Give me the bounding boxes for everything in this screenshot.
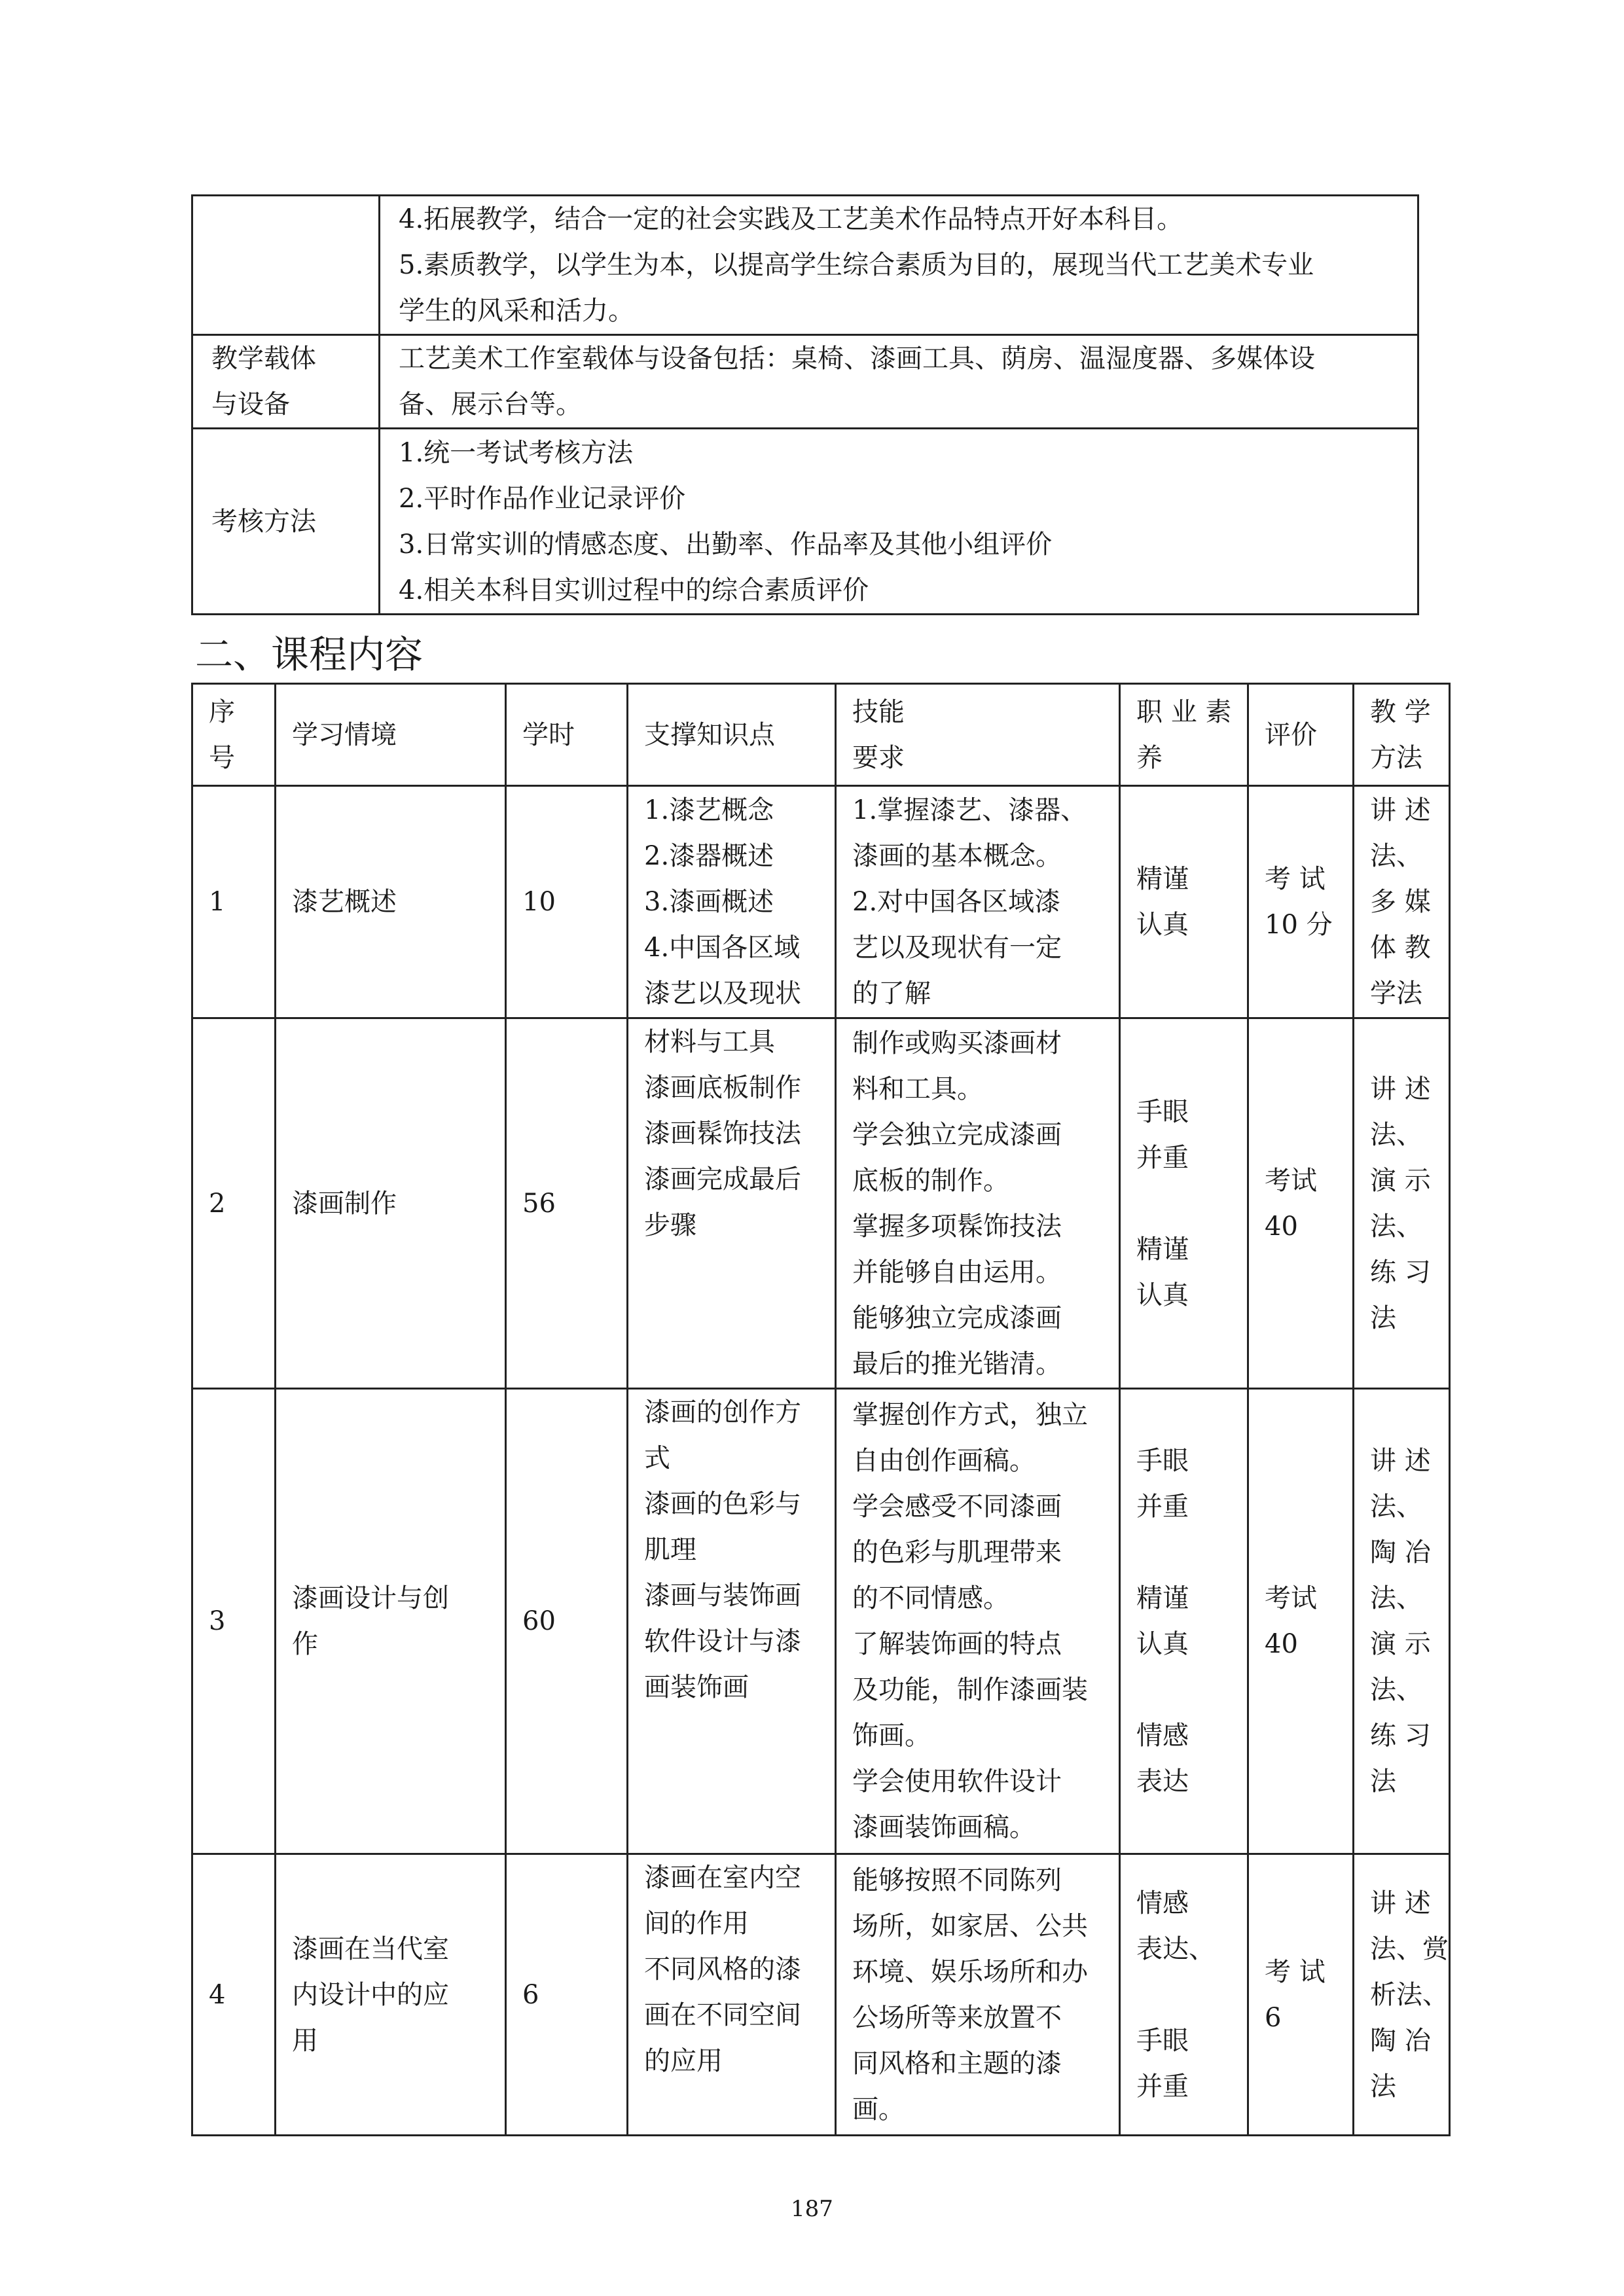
header-evaluation: 评价 (1248, 684, 1354, 786)
text-line: 漆画装饰画稿。 (852, 1812, 1036, 1842)
text-line: 漆画完成最后 (644, 1164, 801, 1194)
cell-seq: 4 (192, 1854, 276, 2136)
cell-skills (836, 1854, 1120, 2136)
text-line: 及功能，制作漆画装 (852, 1675, 1088, 1705)
row-label-teaching-equipment (192, 335, 380, 429)
text-line: 情感 (1136, 1721, 1189, 1751)
cell-seq: 2 (192, 1018, 276, 1389)
cell-literacy (1120, 1854, 1248, 2136)
text-line: 讲 述 (1370, 795, 1431, 825)
text-line: 多 媒 (1370, 887, 1431, 917)
text-line: 方法 (1370, 742, 1422, 773)
cell-evaluation (1248, 786, 1354, 1018)
text-line: 与设备 (211, 389, 290, 420)
text-line: 手眼 (1136, 1096, 1189, 1127)
text-line: 陶 冶 (1370, 1537, 1431, 1568)
text-line: 了解装饰画的特点 (852, 1629, 1062, 1659)
teaching-equipment-cell (380, 335, 1418, 429)
text-line: 画在不同空间 (644, 2000, 801, 2030)
text-line: 掌握多项髹饰技法 (852, 1211, 1062, 1242)
text-line: 40 (1265, 1629, 1298, 1659)
text-line: 认真 (1136, 1629, 1189, 1659)
table-row (192, 1389, 1450, 1854)
text-line: 最后的推光锴清。 (852, 1348, 1062, 1379)
text-line: 2.漆器概述 (644, 841, 774, 871)
text-line: 画装饰画 (644, 1672, 749, 1702)
text-line: 能够独立完成漆画 (852, 1302, 1062, 1333)
text-line: 备、展示台等。 (399, 389, 582, 420)
cell-situation: 漆画制作 (276, 1018, 506, 1389)
text-line: 演 示 (1370, 1165, 1431, 1196)
text-line: 能够按照不同陈列 (852, 1865, 1062, 1895)
text-line: 讲 述 (1370, 1446, 1431, 1476)
text-line: 析法、 (1370, 1979, 1449, 2010)
text-line: 软件设计与漆 (644, 1626, 801, 1657)
cell-hours: 6 (506, 1854, 628, 2136)
cell-literacy (1120, 1018, 1248, 1389)
cell-method (1354, 1389, 1450, 1854)
table-row (192, 786, 1450, 1018)
text-line: 学会感受不同漆画 (852, 1492, 1062, 1522)
cell-knowledge (628, 1389, 836, 1854)
cell-method (1354, 786, 1450, 1018)
text-line: 1.统一考试考核方法 (399, 437, 634, 468)
text-line: 漆画的色彩与 (644, 1489, 801, 1519)
cell-method (1354, 1854, 1450, 2136)
text-line: 内设计中的应 (292, 1979, 449, 2010)
text-line: 底板的制作。 (852, 1165, 1009, 1196)
text-line: 工艺美术工作室载体与设备包括：桌椅、漆画工具、荫房、温湿度器、多媒体设 (399, 344, 1315, 374)
text-line: 并重 (1136, 2071, 1189, 2102)
text-line: 教 学 (1370, 696, 1431, 727)
text-line: 10 分 (1265, 910, 1333, 940)
text-line: 1.漆艺概念 (644, 795, 774, 825)
text-line: 认真 (1136, 910, 1189, 940)
assessment-methods-cell (380, 429, 1418, 615)
text-line: 法、赏 (1370, 1933, 1449, 1964)
text-line: 制作或购买漆画材 (852, 1028, 1062, 1058)
text-line: 手眼 (1136, 1446, 1189, 1476)
text-line: 的了解 (852, 978, 931, 1009)
text-line: 认真 (1136, 1280, 1189, 1310)
section-heading: 二、课程内容 (195, 632, 424, 677)
text-line: 公场所等来放置不 (852, 2002, 1062, 2033)
text-line: 序 (209, 696, 235, 727)
text-line: 考试 (1265, 1165, 1317, 1196)
text-line: 练 习 (1370, 1257, 1431, 1287)
text-line: 考核方法 (211, 506, 316, 537)
header-knowledge: 支撑知识点 (628, 684, 836, 786)
cell-literacy (1120, 786, 1248, 1018)
cell-literacy (1120, 1389, 1248, 1854)
text-line: 学法 (1370, 978, 1422, 1009)
text-line: 法、 (1370, 1492, 1422, 1522)
table-header-row (192, 684, 1450, 786)
text-line: 漆画在室内空 (644, 1863, 801, 1893)
text-line: 步骤 (644, 1210, 696, 1240)
cell-evaluation (1248, 1854, 1354, 2136)
cell-situation (276, 1389, 506, 1854)
text-line: 肌理 (644, 1535, 696, 1565)
text-line: 并重 (1136, 1492, 1189, 1522)
text-line: 3.日常实训的情感态度、出勤率、作品率及其他小组评价 (399, 529, 1053, 560)
cell-knowledge (628, 1018, 836, 1389)
text-line: 讲 述 (1370, 1888, 1431, 1918)
cell-seq: 1 (192, 786, 276, 1018)
text-line: 的不同情感。 (852, 1583, 1009, 1613)
text-line: 40 (1265, 1211, 1298, 1242)
text-line: 料和工具。 (852, 1073, 983, 1104)
text-line: 艺以及现状有一定 (852, 933, 1062, 963)
cell-method (1354, 1018, 1450, 1389)
text-line: 手眼 (1136, 2025, 1189, 2056)
text-line: 法、 (1370, 1119, 1422, 1150)
text-line: 不同风格的漆 (644, 1954, 801, 1984)
text-line (1136, 1667, 1238, 1713)
text-line: 2.平时作品作业记录评价 (399, 483, 686, 514)
table-row (192, 1854, 1450, 2136)
text-line: 法、 (1370, 1675, 1422, 1705)
text-line: 漆画的基本概念。 (852, 841, 1062, 871)
table-row (192, 196, 1418, 335)
text-line: 2.对中国各区域漆 (852, 887, 1061, 917)
text-line: 养 (1136, 742, 1163, 773)
text-line: 职 业 素 (1136, 696, 1232, 727)
cell-skills (836, 786, 1120, 1018)
header-skills (836, 684, 1120, 786)
text-line: 精谨 (1136, 1234, 1189, 1265)
row-label-assessment (192, 429, 380, 615)
text-line: 掌握创作方式，独立 (852, 1400, 1088, 1430)
text-line: 漆画在当代室 (292, 1933, 449, 1964)
text-line: 漆画的创作方 (644, 1397, 801, 1427)
text-line: 情感 (1136, 1888, 1189, 1918)
text-line: 漆艺以及现状 (644, 978, 801, 1009)
text-line: 表达 (1136, 1767, 1189, 1797)
text-line: 精谨 (1136, 864, 1189, 894)
text-line: 法、 (1370, 1211, 1422, 1242)
text-line: 练 习 (1370, 1721, 1431, 1751)
text-line: 漆画与装饰画 (644, 1581, 801, 1611)
text-line: 4.相关本科目实训过程中的综合素质评价 (399, 575, 869, 605)
text-line: 演 示 (1370, 1629, 1431, 1659)
text-line (1136, 1530, 1238, 1575)
text-line: 场所，如家居、公共 (852, 1910, 1088, 1941)
text-line: 法、 (1370, 1583, 1422, 1613)
page-number: 187 (791, 2196, 833, 2222)
cell-skills (836, 1018, 1120, 1389)
text-line: 环境、娱乐场所和办 (852, 1956, 1088, 1987)
row-label-empty (192, 196, 380, 335)
cell-seq: 3 (192, 1389, 276, 1854)
text-line: 陶 冶 (1370, 2025, 1431, 2056)
text-line: 的应用 (644, 2046, 723, 2076)
text-line: 式 (644, 1443, 670, 1473)
text-line: 的色彩与肌理带来 (852, 1537, 1062, 1568)
text-line: 要求 (852, 742, 905, 773)
text-line (1136, 1181, 1238, 1227)
text-line: 同风格和主题的漆 (852, 2048, 1062, 2079)
text-line: 自由创作画稿。 (852, 1446, 1036, 1476)
table-row (192, 429, 1418, 615)
text-line (1136, 1972, 1238, 2018)
header-literacy (1120, 684, 1248, 786)
cell-knowledge (628, 1854, 836, 2136)
cell-knowledge (628, 786, 836, 1018)
text-line: 作 (292, 1629, 318, 1659)
course-content-table (191, 683, 1451, 2136)
teaching-info-table (191, 194, 1419, 615)
table-row (192, 1018, 1450, 1389)
text-line: 间的作用 (644, 1909, 749, 1939)
text-line: 漆画设计与创 (292, 1583, 449, 1613)
text-line: 饰画。 (852, 1721, 931, 1751)
text-line: 用 (292, 2025, 318, 2056)
cell-situation: 漆艺概述 (276, 786, 506, 1018)
cell-evaluation (1248, 1389, 1354, 1854)
cell-situation (276, 1854, 506, 2136)
teaching-methods-cell (380, 196, 1418, 335)
text-line: 学会独立完成漆画 (852, 1119, 1062, 1150)
cell-hours: 60 (506, 1389, 628, 1854)
text-line: 漆画底板制作 (644, 1073, 801, 1103)
text-line: 画。 (852, 2094, 905, 2125)
text-line: 并能够自由运用。 (852, 1257, 1062, 1287)
text-line: 考 试 (1265, 864, 1326, 894)
text-line: 技能 (852, 696, 905, 727)
text-line: 法 (1370, 1302, 1396, 1333)
text-line: 4.拓展教学，结合一定的社会实践及工艺美术作品特点开好本科目。 (399, 204, 1183, 234)
text-line: 考 试 (1265, 1956, 1326, 1987)
header-seq (192, 684, 276, 786)
header-situation: 学习情境 (276, 684, 506, 786)
text-line: 并重 (1136, 1142, 1189, 1173)
text-line: 法、 (1370, 841, 1422, 871)
text-line: 3.漆画概述 (644, 887, 774, 917)
text-line: 体 教 (1370, 933, 1431, 963)
text-line: 学会使用软件设计 (852, 1767, 1062, 1797)
text-line: 6 (1265, 2002, 1282, 2033)
text-line: 讲 述 (1370, 1073, 1431, 1104)
text-line: 号 (209, 742, 235, 773)
cell-hours: 56 (506, 1018, 628, 1389)
text-line: 漆画髹饰技法 (644, 1119, 801, 1149)
header-method (1354, 684, 1450, 786)
text-line: 法 (1370, 2071, 1396, 2102)
header-hours: 学时 (506, 684, 628, 786)
table-row (192, 335, 1418, 429)
text-line: 材料与工具 (644, 1027, 775, 1057)
cell-hours: 10 (506, 786, 628, 1018)
text-line: 精谨 (1136, 1583, 1189, 1613)
text-line: 考试 (1265, 1583, 1317, 1613)
text-line: 4.中国各区域 (644, 933, 801, 963)
text-line: 表达、 (1136, 1933, 1215, 1964)
cell-skills (836, 1389, 1120, 1854)
text-line: 1.掌握漆艺、漆器、 (852, 795, 1087, 825)
text-line: 5.素质教学，以学生为本，以提高学生综合素质为目的，展现当代工艺美术专业 (399, 250, 1314, 280)
cell-evaluation (1248, 1018, 1354, 1389)
text-line: 法 (1370, 1767, 1396, 1797)
text-line: 学生的风采和活力。 (399, 296, 634, 326)
text-line: 教学载体 (211, 344, 316, 374)
